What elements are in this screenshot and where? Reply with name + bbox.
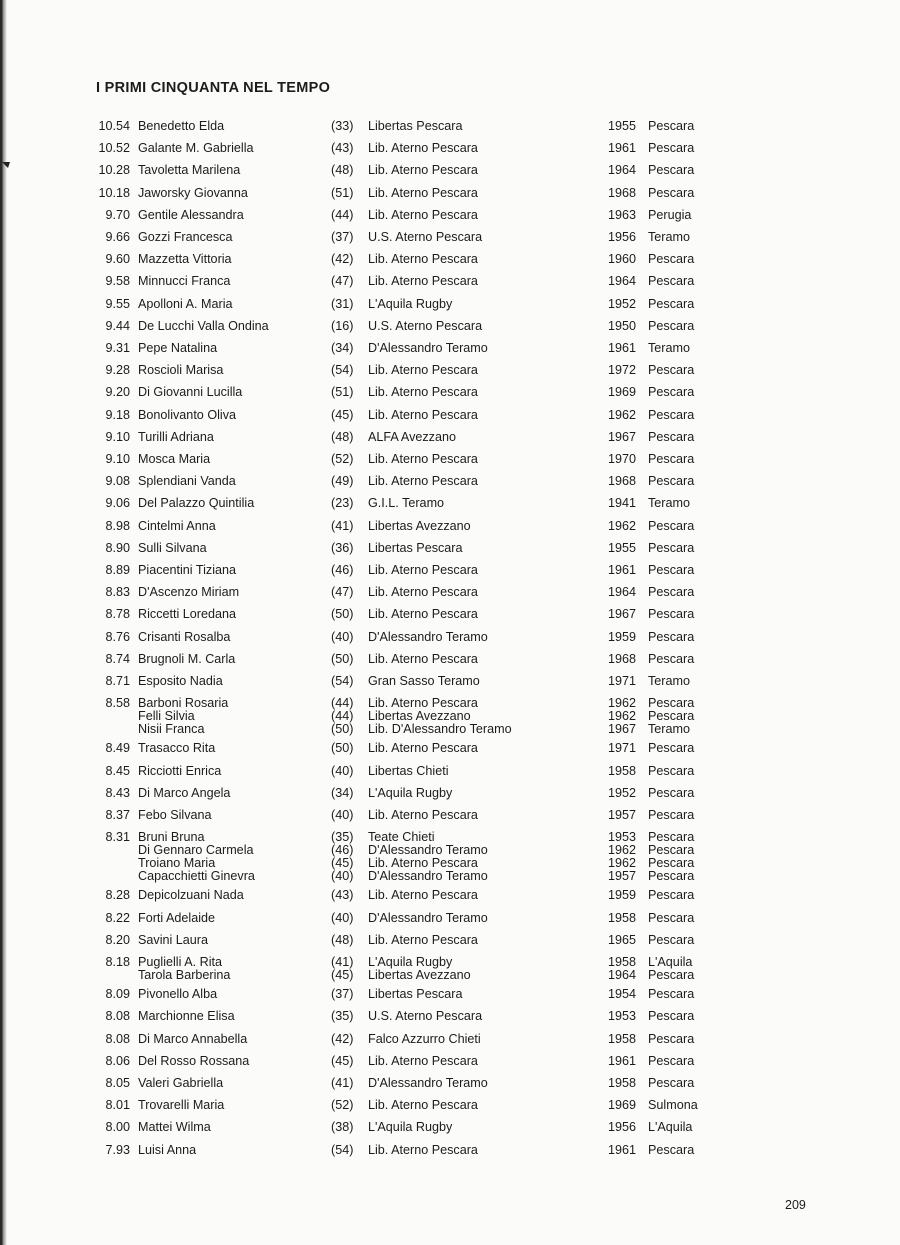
athlete-year: 1962 <box>608 696 637 711</box>
athlete-year: 1958 <box>608 763 637 778</box>
athlete-name: Mosca Maria <box>138 452 211 466</box>
athlete-year: 1955 <box>608 119 637 133</box>
mark-value: 9.44 <box>105 318 130 333</box>
athlete-place: Pescara <box>648 763 695 778</box>
athlete-name: Troiano Maria <box>138 856 216 871</box>
athlete-age: (50) <box>331 741 354 756</box>
athlete-club: L'Aquila Rugby <box>368 955 453 969</box>
athlete-year: 1968 <box>608 185 637 200</box>
mark-value: 9.55 <box>105 296 130 311</box>
athlete-club: Lib. Aterno Pescara <box>368 274 478 289</box>
mark-value: 10.52 <box>98 141 130 156</box>
mark-value: 8.09 <box>105 987 130 1002</box>
athlete-place: Pescara <box>648 607 695 622</box>
athlete-age: (46) <box>331 843 354 858</box>
athlete-name: Di Marco Annabella <box>138 1031 248 1046</box>
athlete-club: L'Aquila Rugby <box>368 1120 453 1135</box>
athlete-year: 1953 <box>608 1009 637 1024</box>
athlete-year: 1967 <box>608 607 637 622</box>
athlete-club: Lib. Aterno Pescara <box>368 363 478 378</box>
mark-value: 9.10 <box>105 429 130 444</box>
athlete-place: L'Aquila <box>648 955 693 969</box>
athlete-name: Galante M. Gabriella <box>138 141 254 156</box>
athlete-name: Cintelmi Anna <box>138 518 216 533</box>
athlete-age: (49) <box>331 474 354 489</box>
athlete-club: D'Alessandro Teramo <box>368 869 488 884</box>
athlete-name: Piacentini Tiziana <box>138 563 237 577</box>
athlete-age: (23) <box>331 496 354 511</box>
athlete-place: Pescara <box>648 318 695 333</box>
mark-value: 8.71 <box>105 674 130 688</box>
mark-value: 9.70 <box>105 207 130 222</box>
athlete-club: Lib. Aterno Pescara <box>368 163 478 178</box>
athlete-year: 1964 <box>608 163 637 178</box>
athlete-place: Pescara <box>648 119 695 133</box>
athlete-name: Esposito Nadia <box>138 674 223 688</box>
athlete-place: Pescara <box>648 741 695 756</box>
athlete-age: (44) <box>331 696 354 711</box>
athlete-year: 1962 <box>608 407 637 422</box>
athlete-place: Teramo <box>648 341 690 355</box>
athlete-age: (47) <box>331 274 354 289</box>
athlete-name: Nisii Franca <box>138 722 205 737</box>
athlete-place: Pescara <box>648 474 695 489</box>
athlete-age: (38) <box>331 1120 354 1135</box>
athlete-club: Lib. Aterno Pescara <box>368 585 478 600</box>
athlete-club: Lib. Aterno Pescara <box>368 1098 478 1113</box>
athlete-club: Lib. Aterno Pescara <box>368 888 478 903</box>
athlete-year: 1958 <box>608 910 637 925</box>
athlete-year: 1961 <box>608 341 637 355</box>
mark-value: 8.31 <box>105 830 130 845</box>
athlete-name: Gentile Alessandra <box>138 207 244 222</box>
athlete-age: (52) <box>331 452 354 466</box>
athlete-age: (40) <box>331 763 354 778</box>
athlete-place: Pescara <box>648 843 695 858</box>
athlete-name: Tavoletta Marilena <box>138 163 241 178</box>
athlete-year: 1964 <box>608 585 637 600</box>
mark-value: 8.08 <box>105 1031 130 1046</box>
athlete-club: Lib. Aterno Pescara <box>368 563 478 577</box>
athlete-club: U.S. Aterno Pescara <box>368 1009 483 1024</box>
athlete-year: 1950 <box>608 318 637 333</box>
athlete-club: Lib. D'Alessandro Teramo <box>368 722 512 737</box>
athlete-name: Febo Silvana <box>138 808 212 822</box>
athlete-club: Lib. Aterno Pescara <box>368 607 478 622</box>
athlete-club: Lib. Aterno Pescara <box>368 207 478 222</box>
mark-value: 8.90 <box>105 540 130 555</box>
athlete-club: Lib. Aterno Pescara <box>368 141 478 156</box>
athlete-club: Lib. Aterno Pescara <box>368 1053 478 1068</box>
athlete-year: 1961 <box>608 1053 637 1068</box>
athlete-name: Pivonello Alba <box>138 987 218 1002</box>
mark-value: 8.58 <box>105 696 130 711</box>
athlete-club: Lib. Aterno Pescara <box>368 474 478 489</box>
athlete-age: (45) <box>331 968 354 982</box>
mark-value: 10.54 <box>98 119 130 133</box>
athlete-place: Pescara <box>648 856 695 871</box>
athlete-age: (40) <box>331 869 354 884</box>
athlete-year: 1969 <box>608 385 637 400</box>
mark-value: 8.98 <box>105 518 130 533</box>
athlete-age: (41) <box>331 518 354 533</box>
athlete-club: Lib. Aterno Pescara <box>368 185 478 200</box>
athlete-year: 1941 <box>608 496 637 511</box>
athlete-age: (54) <box>331 1142 354 1157</box>
mark-value: 7.93 <box>105 1142 130 1157</box>
athlete-year: 1964 <box>608 968 637 982</box>
athlete-age: (40) <box>331 808 354 822</box>
athlete-name: Mattei Wilma <box>138 1120 211 1135</box>
athlete-place: Perugia <box>648 207 692 222</box>
athlete-club: Libertas Pescara <box>368 540 463 555</box>
athlete-year: 1969 <box>608 1098 637 1113</box>
athlete-place: Pescara <box>648 629 695 644</box>
athlete-year: 1952 <box>608 296 637 311</box>
page-title: I PRIMI CINQUANTA NEL TEMPO <box>96 80 331 96</box>
athlete-name: Bonolivanto Oliva <box>138 407 237 422</box>
athlete-club: Falco Azzurro Chieti <box>368 1031 481 1046</box>
athlete-name: Depicolzuani Nada <box>138 888 244 903</box>
athlete-club: Lib. Aterno Pescara <box>368 856 478 871</box>
athlete-age: (45) <box>331 407 354 422</box>
athlete-name: Capacchietti Ginevra <box>138 869 255 884</box>
athlete-name: Riccetti Loredana <box>138 607 237 622</box>
mark-value: 8.76 <box>105 629 130 644</box>
athlete-age: (50) <box>331 607 354 622</box>
athlete-club: Libertas Avezzano <box>368 518 471 533</box>
athlete-place: Pescara <box>648 987 695 1002</box>
athlete-place: Pescara <box>648 274 695 289</box>
mark-value: 8.22 <box>105 910 130 925</box>
athlete-club: Teate Chieti <box>368 830 435 845</box>
athlete-year: 1959 <box>608 629 637 644</box>
athlete-year: 1968 <box>608 474 637 489</box>
athlete-year: 1962 <box>608 843 637 858</box>
athlete-place: Pescara <box>648 252 695 267</box>
athlete-club: Lib. Aterno Pescara <box>368 252 478 267</box>
athlete-club: D'Alessandro Teramo <box>368 910 488 925</box>
athlete-name: Sulli Silvana <box>138 540 207 555</box>
athlete-name: Barboni Rosaria <box>138 696 229 711</box>
athlete-name: Marchionne Elisa <box>138 1009 235 1024</box>
mark-value: 8.45 <box>105 763 130 778</box>
athlete-year: 1961 <box>608 1142 637 1157</box>
athlete-name: Luisi Anna <box>138 1142 197 1157</box>
athlete-name: Forti Adelaide <box>138 910 216 925</box>
mark-value: 8.37 <box>105 808 130 822</box>
athlete-name: Pepe Natalina <box>138 341 218 355</box>
athlete-age: (43) <box>331 141 354 156</box>
mark-value: 8.05 <box>105 1076 130 1090</box>
athlete-name: Trasacco Rita <box>138 741 216 756</box>
athlete-year: 1953 <box>608 830 637 845</box>
athlete-club: Lib. Aterno Pescara <box>368 932 478 947</box>
athlete-place: Sulmona <box>648 1098 698 1113</box>
athlete-age: (42) <box>331 1031 354 1046</box>
page-number: 209 <box>785 1198 806 1212</box>
athlete-year: 1971 <box>608 674 637 688</box>
athlete-place: Pescara <box>648 808 695 822</box>
athlete-place: Teramo <box>648 230 690 244</box>
athlete-name: Gozzi Francesca <box>138 230 233 244</box>
mark-value: 9.20 <box>105 385 130 400</box>
athlete-age: (35) <box>331 1009 354 1024</box>
athlete-name: Di Gennaro Carmela <box>138 843 254 858</box>
athlete-name: Mazzetta Vittoria <box>138 252 232 267</box>
athlete-year: 1962 <box>608 518 637 533</box>
mark-value: 8.89 <box>105 563 130 577</box>
athlete-place: Teramo <box>648 496 690 511</box>
athlete-age: (50) <box>331 722 354 737</box>
mark-value: 8.00 <box>105 1120 130 1135</box>
athlete-place: Pescara <box>648 910 695 925</box>
mark-value: 8.08 <box>105 1009 130 1024</box>
athlete-age: (44) <box>331 709 354 724</box>
athlete-place: Pescara <box>648 429 695 444</box>
athlete-name: D'Ascenzo Miriam <box>138 585 240 600</box>
athlete-place: Pescara <box>648 869 695 884</box>
athlete-club: Libertas Avezzano <box>368 709 471 724</box>
athlete-club: U.S. Aterno Pescara <box>368 230 483 244</box>
mark-value: 9.66 <box>105 230 130 244</box>
athlete-age: (36) <box>331 540 354 555</box>
athlete-place: Pescara <box>648 1031 695 1046</box>
athlete-year: 1965 <box>608 932 637 947</box>
athlete-age: (54) <box>331 363 354 378</box>
mark-value: 10.28 <box>98 163 130 178</box>
mark-value: 9.10 <box>105 452 130 466</box>
athlete-year: 1967 <box>608 722 637 737</box>
athlete-place: Pescara <box>648 141 695 156</box>
athlete-age: (52) <box>331 1098 354 1113</box>
athlete-name: Roscioli Marisa <box>138 363 224 378</box>
mark-value: 9.28 <box>105 363 130 378</box>
athlete-age: (33) <box>331 119 354 133</box>
athlete-age: (41) <box>331 955 354 969</box>
mark-value: 8.20 <box>105 932 130 947</box>
athlete-place: Pescara <box>648 540 695 555</box>
athlete-year: 1958 <box>608 1031 637 1046</box>
athlete-place: Pescara <box>648 1142 695 1157</box>
athlete-age: (51) <box>331 385 354 400</box>
athlete-name: Valeri Gabriella <box>138 1076 224 1090</box>
mark-value: 9.58 <box>105 274 130 289</box>
athlete-age: (48) <box>331 163 354 178</box>
athlete-club: Lib. Aterno Pescara <box>368 651 478 666</box>
mark-value: 8.01 <box>105 1098 130 1113</box>
athlete-name: Tarola Barberina <box>138 968 231 982</box>
athlete-place: Pescara <box>648 709 695 724</box>
athlete-age: (37) <box>331 230 354 244</box>
athlete-year: 1956 <box>608 230 637 244</box>
athlete-age: (48) <box>331 932 354 947</box>
athlete-club: Lib. Aterno Pescara <box>368 452 478 466</box>
athlete-place: Pescara <box>648 696 695 711</box>
athlete-name: Minnucci Franca <box>138 274 231 289</box>
athlete-age: (31) <box>331 296 354 311</box>
athlete-club: Lib. Aterno Pescara <box>368 741 478 756</box>
athlete-club: Libertas Pescara <box>368 119 463 133</box>
athlete-club: Libertas Avezzano <box>368 968 471 982</box>
athlete-year: 1955 <box>608 540 637 555</box>
mark-value: 8.28 <box>105 888 130 903</box>
athlete-club: D'Alessandro Teramo <box>368 629 488 644</box>
athlete-age: (48) <box>331 429 354 444</box>
athlete-age: (47) <box>331 585 354 600</box>
athlete-name: Felli Silvia <box>138 709 195 724</box>
athlete-name: Crisanti Rosalba <box>138 629 231 644</box>
athlete-place: Teramo <box>648 674 690 688</box>
athlete-name: Bruni Bruna <box>138 830 205 845</box>
athlete-year: 1971 <box>608 741 637 756</box>
athlete-year: 1972 <box>608 363 637 378</box>
mark-value: 9.18 <box>105 407 130 422</box>
mark-value: 9.06 <box>105 496 130 511</box>
athlete-year: 1958 <box>608 1076 637 1090</box>
athlete-place: Pescara <box>648 296 695 311</box>
athlete-name: Benedetto Elda <box>138 119 225 133</box>
athlete-name: Del Palazzo Quintilia <box>138 496 255 511</box>
athlete-club: ALFA Avezzano <box>368 429 456 444</box>
athlete-name: Brugnoli M. Carla <box>138 651 236 666</box>
mark-value: 10.18 <box>98 185 130 200</box>
athlete-club: Lib. Aterno Pescara <box>368 808 478 822</box>
athlete-place: Pescara <box>648 888 695 903</box>
athlete-name: Trovarelli Maria <box>138 1098 225 1113</box>
athlete-year: 1964 <box>608 274 637 289</box>
athlete-place: Pescara <box>648 785 695 800</box>
athlete-place: Pescara <box>648 518 695 533</box>
binding-edge <box>0 0 7 1245</box>
athlete-age: (45) <box>331 1053 354 1068</box>
athlete-club: Lib. Aterno Pescara <box>368 696 478 711</box>
athlete-year: 1961 <box>608 563 637 577</box>
mark-value: 8.49 <box>105 741 130 756</box>
athlete-name: De Lucchi Valla Ondina <box>138 318 269 333</box>
athlete-place: Pescara <box>648 163 695 178</box>
mark-value: 9.31 <box>105 341 130 355</box>
athlete-year: 1952 <box>608 785 637 800</box>
athlete-club: Libertas Pescara <box>368 987 463 1002</box>
athlete-year: 1970 <box>608 452 637 466</box>
mark-value: 8.06 <box>105 1053 130 1068</box>
mark-value: 8.74 <box>105 651 130 666</box>
athlete-age: (45) <box>331 856 354 871</box>
athlete-club: Lib. Aterno Pescara <box>368 385 478 400</box>
athlete-age: (40) <box>331 910 354 925</box>
athlete-age: (42) <box>331 252 354 267</box>
athlete-age: (41) <box>331 1076 354 1090</box>
athlete-place: Pescara <box>648 968 695 982</box>
athlete-age: (46) <box>331 563 354 577</box>
athlete-year: 1960 <box>608 252 637 267</box>
athlete-club: U.S. Aterno Pescara <box>368 318 483 333</box>
athlete-place: Pescara <box>648 452 695 466</box>
athlete-club: D'Alessandro Teramo <box>368 341 488 355</box>
athlete-place: Pescara <box>648 585 695 600</box>
athlete-place: Pescara <box>648 1009 695 1024</box>
athlete-name: Puglielli A. Rita <box>138 955 222 969</box>
athlete-club: Lib. Aterno Pescara <box>368 1142 478 1157</box>
athlete-club: D'Alessandro Teramo <box>368 1076 488 1090</box>
athlete-age: (44) <box>331 207 354 222</box>
athlete-place: Pescara <box>648 932 695 947</box>
mark-value: 8.83 <box>105 585 130 600</box>
athlete-age: (43) <box>331 888 354 903</box>
athlete-year: 1956 <box>608 1120 637 1135</box>
athlete-name: Savini Laura <box>138 932 209 947</box>
athlete-year: 1954 <box>608 987 637 1002</box>
athlete-place: Teramo <box>648 722 690 737</box>
athlete-age: (35) <box>331 830 354 845</box>
athlete-year: 1968 <box>608 651 637 666</box>
athlete-name: Turilli Adriana <box>138 429 214 444</box>
athlete-year: 1961 <box>608 141 637 156</box>
athlete-place: Pescara <box>648 563 695 577</box>
athlete-place: Pescara <box>648 1053 695 1068</box>
athlete-age: (16) <box>331 318 354 333</box>
athlete-club: Gran Sasso Teramo <box>368 674 480 688</box>
athlete-place: Pescara <box>648 185 695 200</box>
athlete-name: Splendiani Vanda <box>138 474 236 489</box>
athlete-age: (54) <box>331 674 354 688</box>
athlete-name: Di Marco Angela <box>138 785 231 800</box>
athlete-club: D'Alessandro Teramo <box>368 843 488 858</box>
athlete-year: 1957 <box>608 869 637 884</box>
athlete-age: (37) <box>331 987 354 1002</box>
athlete-club: G.I.L. Teramo <box>368 496 445 511</box>
athlete-age: (34) <box>331 785 354 800</box>
mark-value: 8.78 <box>105 607 130 622</box>
athlete-year: 1958 <box>608 955 637 969</box>
athlete-club: Libertas Chieti <box>368 763 449 778</box>
athlete-name: Del Rosso Rossana <box>138 1053 250 1068</box>
athlete-place: Pescara <box>648 830 695 845</box>
athlete-place: Pescara <box>648 1076 695 1090</box>
athlete-name: Di Giovanni Lucilla <box>138 385 243 400</box>
athlete-year: 1959 <box>608 888 637 903</box>
athlete-year: 1962 <box>608 856 637 871</box>
athlete-year: 1962 <box>608 709 637 724</box>
athlete-club: L'Aquila Rugby <box>368 296 453 311</box>
athlete-name: Apolloni A. Maria <box>138 296 233 311</box>
athlete-year: 1963 <box>608 207 637 222</box>
athlete-age: (34) <box>331 341 354 355</box>
athlete-age: (51) <box>331 185 354 200</box>
athlete-place: L'Aquila <box>648 1120 693 1135</box>
athlete-age: (40) <box>331 629 354 644</box>
athlete-club: Lib. Aterno Pescara <box>368 407 478 422</box>
athlete-place: Pescara <box>648 407 695 422</box>
athlete-age: (50) <box>331 651 354 666</box>
athlete-year: 1957 <box>608 808 637 822</box>
mark-value: 8.43 <box>105 785 130 800</box>
margin-mark <box>2 162 10 168</box>
mark-value: 9.08 <box>105 474 130 489</box>
athlete-year: 1967 <box>608 429 637 444</box>
athlete-place: Pescara <box>648 651 695 666</box>
athlete-name: Jaworsky Giovanna <box>138 185 248 200</box>
athlete-club: L'Aquila Rugby <box>368 785 453 800</box>
athlete-name: Ricciotti Enrica <box>138 763 222 778</box>
athlete-place: Pescara <box>648 385 695 400</box>
mark-value: 9.60 <box>105 252 130 267</box>
mark-value: 8.18 <box>105 955 130 969</box>
athlete-place: Pescara <box>648 363 695 378</box>
